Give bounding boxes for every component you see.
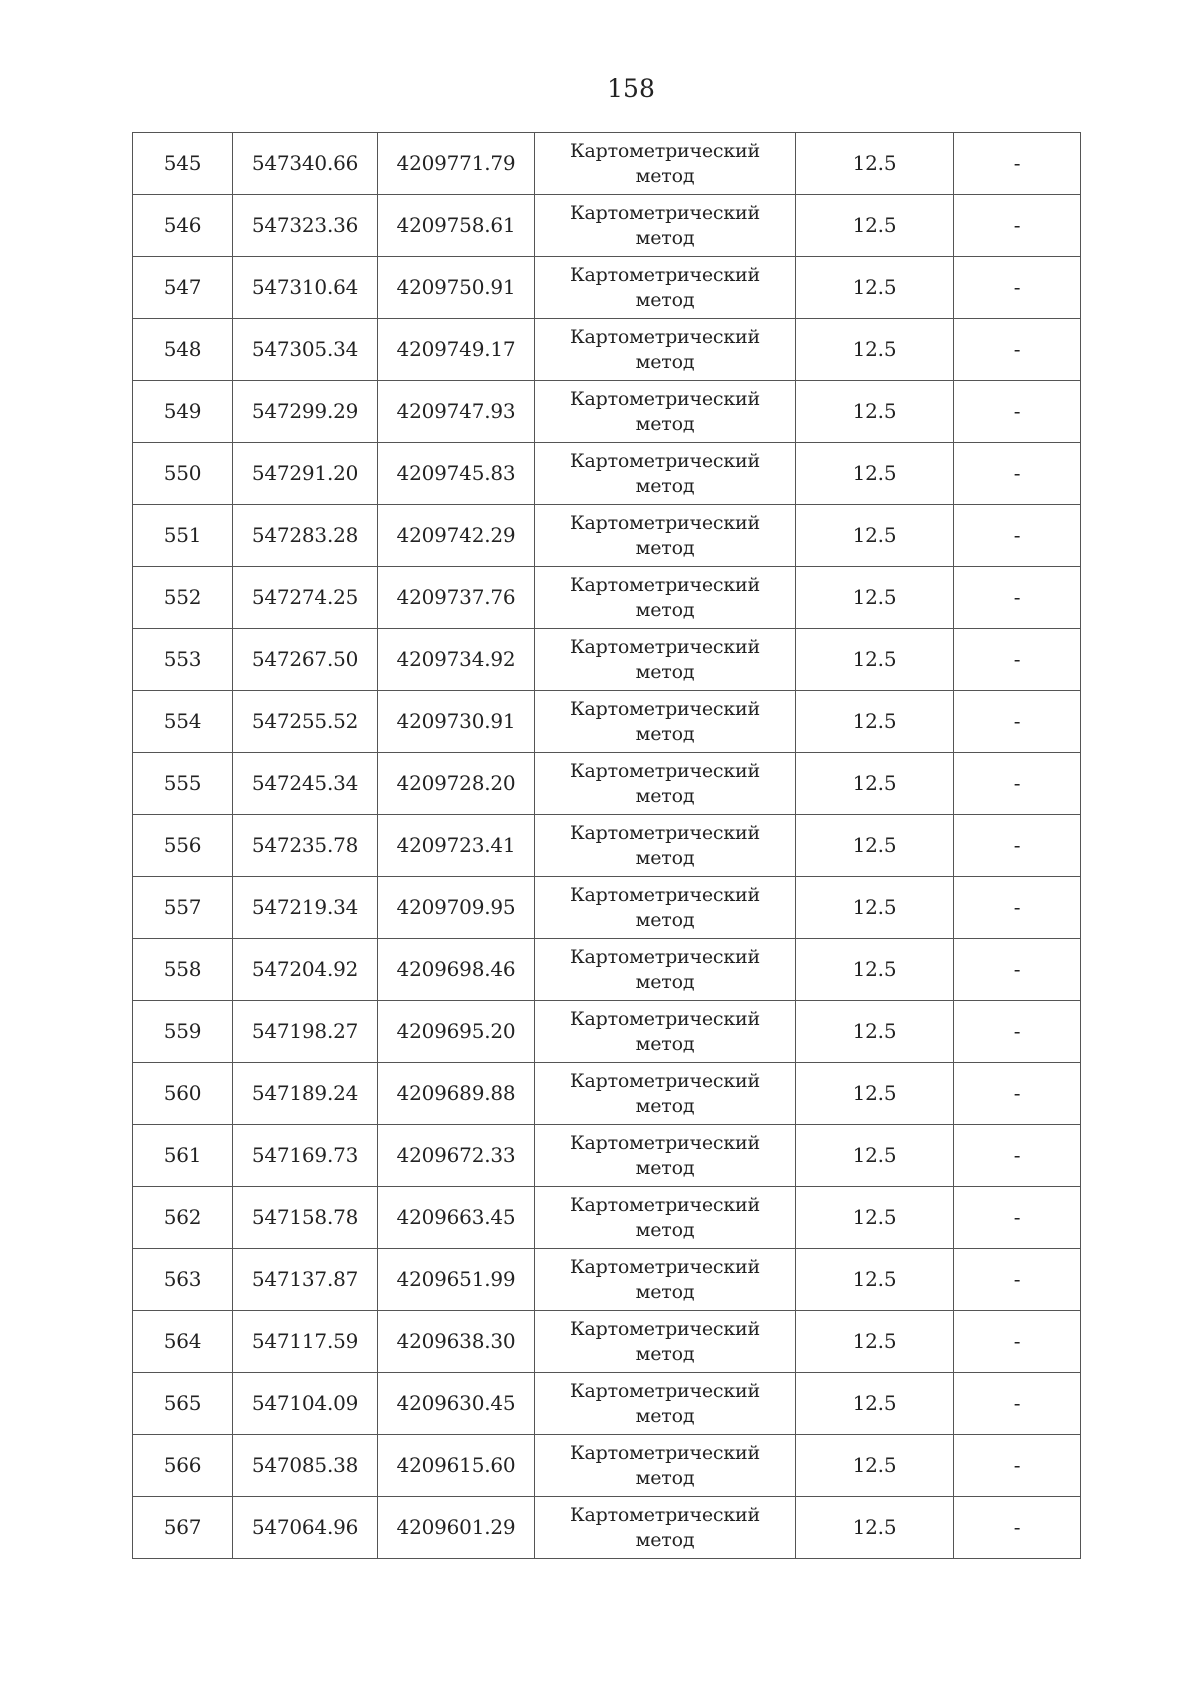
method-cell [535, 1311, 796, 1373]
point-number-cell: 551 [133, 505, 233, 567]
x-coordinate-cell: 547158.78 [233, 1187, 378, 1249]
method-line-2: метод [635, 350, 695, 373]
x-coordinate-cell: 547064.96 [233, 1497, 378, 1559]
method-line-2: метод [635, 846, 695, 869]
y-coordinate-cell: 4209601.29 [378, 1497, 535, 1559]
y-coordinate-cell: 4209651.99 [378, 1249, 535, 1311]
method-line-1: Картометрический [570, 325, 760, 348]
accuracy-cell: 12.5 [796, 257, 954, 319]
point-number-cell: 559 [133, 1001, 233, 1063]
y-coordinate-cell: 4209771.79 [378, 133, 535, 195]
method-line-2: метод [635, 1094, 695, 1117]
y-coordinate-cell: 4209630.45 [378, 1373, 535, 1435]
method-line-2: метод [635, 970, 695, 993]
note-cell: - [954, 939, 1081, 1001]
y-coordinate-cell: 4209689.88 [378, 1063, 535, 1125]
table-row [133, 877, 1081, 939]
method-cell [535, 319, 796, 381]
method-line-2: метод [635, 1032, 695, 1055]
note-cell: - [954, 133, 1081, 195]
note-cell: - [954, 877, 1081, 939]
x-coordinate-cell: 547104.09 [233, 1373, 378, 1435]
method-line-1: Картометрический [570, 883, 760, 906]
method-line-2: метод [635, 288, 695, 311]
point-number-cell: 561 [133, 1125, 233, 1187]
point-number-cell: 549 [133, 381, 233, 443]
x-coordinate-cell: 547235.78 [233, 815, 378, 877]
method-line-1: Картометрический [570, 449, 760, 472]
accuracy-cell: 12.5 [796, 939, 954, 1001]
table-row [133, 443, 1081, 505]
x-coordinate-cell: 547340.66 [233, 133, 378, 195]
note-cell: - [954, 1311, 1081, 1373]
y-coordinate-cell: 4209737.76 [378, 567, 535, 629]
note-cell: - [954, 319, 1081, 381]
y-coordinate-cell: 4209749.17 [378, 319, 535, 381]
method-line-2: метод [635, 474, 695, 497]
method-line-1: Картометрический [570, 1503, 760, 1526]
accuracy-cell: 12.5 [796, 1187, 954, 1249]
accuracy-cell: 12.5 [796, 815, 954, 877]
method-cell [535, 1435, 796, 1497]
note-cell: - [954, 195, 1081, 257]
note-cell: - [954, 1063, 1081, 1125]
accuracy-cell: 12.5 [796, 877, 954, 939]
table-row [133, 1311, 1081, 1373]
y-coordinate-cell: 4209734.92 [378, 629, 535, 691]
note-cell: - [954, 443, 1081, 505]
point-number-cell: 545 [133, 133, 233, 195]
method-line-1: Картометрический [570, 1441, 760, 1464]
method-line-1: Картометрический [570, 573, 760, 596]
note-cell: - [954, 505, 1081, 567]
method-line-2: метод [635, 660, 695, 683]
x-coordinate-cell: 547267.50 [233, 629, 378, 691]
method-cell [535, 1063, 796, 1125]
x-coordinate-cell: 547323.36 [233, 195, 378, 257]
accuracy-cell: 12.5 [796, 629, 954, 691]
method-cell [535, 815, 796, 877]
method-line-1: Картометрический [570, 511, 760, 534]
table-row [133, 753, 1081, 815]
method-line-1: Картометрический [570, 387, 760, 410]
table-row [133, 567, 1081, 629]
x-coordinate-cell: 547137.87 [233, 1249, 378, 1311]
accuracy-cell: 12.5 [796, 505, 954, 567]
table-row [133, 939, 1081, 1001]
x-coordinate-cell: 547169.73 [233, 1125, 378, 1187]
method-line-2: метод [635, 1404, 695, 1427]
method-line-2: метод [635, 164, 695, 187]
table-row [133, 381, 1081, 443]
method-cell [535, 939, 796, 1001]
note-cell: - [954, 1497, 1081, 1559]
note-cell: - [954, 1249, 1081, 1311]
table-row [133, 133, 1081, 195]
method-line-2: метод [635, 1466, 695, 1489]
method-line-1: Картометрический [570, 1069, 760, 1092]
accuracy-cell: 12.5 [796, 1001, 954, 1063]
method-cell [535, 1001, 796, 1063]
x-coordinate-cell: 547291.20 [233, 443, 378, 505]
accuracy-cell: 12.5 [796, 1063, 954, 1125]
y-coordinate-cell: 4209758.61 [378, 195, 535, 257]
note-cell: - [954, 381, 1081, 443]
x-coordinate-cell: 547310.64 [233, 257, 378, 319]
table-row [133, 1001, 1081, 1063]
accuracy-cell: 12.5 [796, 195, 954, 257]
accuracy-cell: 12.5 [796, 567, 954, 629]
note-cell: - [954, 1373, 1081, 1435]
accuracy-cell: 12.5 [796, 1249, 954, 1311]
method-line-1: Картометрический [570, 1131, 760, 1154]
accuracy-cell: 12.5 [796, 691, 954, 753]
point-number-cell: 564 [133, 1311, 233, 1373]
accuracy-cell: 12.5 [796, 1373, 954, 1435]
table-row [133, 629, 1081, 691]
y-coordinate-cell: 4209723.41 [378, 815, 535, 877]
table-row [133, 1497, 1081, 1559]
method-line-2: метод [635, 1280, 695, 1303]
method-line-2: метод [635, 226, 695, 249]
method-cell [535, 1187, 796, 1249]
table-row [133, 257, 1081, 319]
note-cell: - [954, 815, 1081, 877]
table-row [133, 195, 1081, 257]
method-cell [535, 381, 796, 443]
y-coordinate-cell: 4209672.33 [378, 1125, 535, 1187]
table-row [133, 1435, 1081, 1497]
x-coordinate-cell: 547219.34 [233, 877, 378, 939]
y-coordinate-cell: 4209663.45 [378, 1187, 535, 1249]
point-number-cell: 563 [133, 1249, 233, 1311]
y-coordinate-cell: 4209747.93 [378, 381, 535, 443]
x-coordinate-cell: 547283.28 [233, 505, 378, 567]
method-line-1: Картометрический [570, 263, 760, 286]
method-cell [535, 257, 796, 319]
method-line-2: метод [635, 1156, 695, 1179]
y-coordinate-cell: 4209750.91 [378, 257, 535, 319]
method-cell [535, 1125, 796, 1187]
method-line-1: Картометрический [570, 821, 760, 844]
method-cell [535, 1249, 796, 1311]
point-number-cell: 555 [133, 753, 233, 815]
method-cell [535, 1373, 796, 1435]
point-number-cell: 547 [133, 257, 233, 319]
y-coordinate-cell: 4209695.20 [378, 1001, 535, 1063]
table-row [133, 505, 1081, 567]
method-cell [535, 443, 796, 505]
accuracy-cell: 12.5 [796, 753, 954, 815]
y-coordinate-cell: 4209745.83 [378, 443, 535, 505]
point-number-cell: 554 [133, 691, 233, 753]
accuracy-cell: 12.5 [796, 1311, 954, 1373]
y-coordinate-cell: 4209709.95 [378, 877, 535, 939]
x-coordinate-cell: 547305.34 [233, 319, 378, 381]
method-line-1: Картометрический [570, 945, 760, 968]
y-coordinate-cell: 4209728.20 [378, 753, 535, 815]
page-number: 158 [607, 74, 655, 103]
method-line-2: метод [635, 1342, 695, 1365]
x-coordinate-cell: 547299.29 [233, 381, 378, 443]
y-coordinate-cell: 4209742.29 [378, 505, 535, 567]
accuracy-cell: 12.5 [796, 443, 954, 505]
note-cell: - [954, 257, 1081, 319]
table-row [133, 1249, 1081, 1311]
method-cell [535, 877, 796, 939]
accuracy-cell: 12.5 [796, 133, 954, 195]
x-coordinate-cell: 547245.34 [233, 753, 378, 815]
y-coordinate-cell: 4209730.91 [378, 691, 535, 753]
accuracy-cell: 12.5 [796, 1125, 954, 1187]
accuracy-cell: 12.5 [796, 319, 954, 381]
point-number-cell: 557 [133, 877, 233, 939]
accuracy-cell: 12.5 [796, 1435, 954, 1497]
method-cell [535, 505, 796, 567]
method-line-1: Картометрический [570, 759, 760, 782]
y-coordinate-cell: 4209615.60 [378, 1435, 535, 1497]
note-cell: - [954, 753, 1081, 815]
method-line-1: Картометрический [570, 635, 760, 658]
point-number-cell: 562 [133, 1187, 233, 1249]
point-number-cell: 565 [133, 1373, 233, 1435]
method-line-2: метод [635, 412, 695, 435]
method-cell [535, 195, 796, 257]
method-line-2: метод [635, 722, 695, 745]
method-line-1: Картометрический [570, 697, 760, 720]
note-cell: - [954, 567, 1081, 629]
accuracy-cell: 12.5 [796, 381, 954, 443]
y-coordinate-cell: 4209638.30 [378, 1311, 535, 1373]
x-coordinate-cell: 547274.25 [233, 567, 378, 629]
point-number-cell: 566 [133, 1435, 233, 1497]
table-row [133, 1063, 1081, 1125]
point-number-cell: 553 [133, 629, 233, 691]
table-row [133, 815, 1081, 877]
method-line-1: Картометрический [570, 1255, 760, 1278]
method-line-2: метод [635, 536, 695, 559]
note-cell: - [954, 1187, 1081, 1249]
method-line-2: метод [635, 908, 695, 931]
point-number-cell: 556 [133, 815, 233, 877]
x-coordinate-cell: 547117.59 [233, 1311, 378, 1373]
method-line-1: Картометрический [570, 1007, 760, 1030]
table-row [133, 691, 1081, 753]
method-cell [535, 133, 796, 195]
table-row [133, 1373, 1081, 1435]
point-number-cell: 558 [133, 939, 233, 1001]
note-cell: - [954, 1125, 1081, 1187]
method-cell [535, 1497, 796, 1559]
coordinates-table [132, 132, 1081, 1559]
note-cell: - [954, 1001, 1081, 1063]
method-line-1: Картометрический [570, 201, 760, 224]
note-cell: - [954, 691, 1081, 753]
method-line-1: Картометрический [570, 139, 760, 162]
y-coordinate-cell: 4209698.46 [378, 939, 535, 1001]
method-line-2: метод [635, 784, 695, 807]
table-row [133, 1125, 1081, 1187]
x-coordinate-cell: 547204.92 [233, 939, 378, 1001]
method-cell [535, 691, 796, 753]
coordinates-table-body [133, 133, 1081, 1559]
point-number-cell: 546 [133, 195, 233, 257]
note-cell: - [954, 629, 1081, 691]
x-coordinate-cell: 547198.27 [233, 1001, 378, 1063]
x-coordinate-cell: 547085.38 [233, 1435, 378, 1497]
x-coordinate-cell: 547255.52 [233, 691, 378, 753]
method-line-1: Картометрический [570, 1379, 760, 1402]
note-cell: - [954, 1435, 1081, 1497]
method-line-2: метод [635, 1218, 695, 1241]
point-number-cell: 550 [133, 443, 233, 505]
point-number-cell: 552 [133, 567, 233, 629]
point-number-cell: 548 [133, 319, 233, 381]
point-number-cell: 567 [133, 1497, 233, 1559]
method-cell [535, 629, 796, 691]
method-line-1: Картометрический [570, 1193, 760, 1216]
point-number-cell: 560 [133, 1063, 233, 1125]
method-cell [535, 753, 796, 815]
table-row [133, 1187, 1081, 1249]
accuracy-cell: 12.5 [796, 1497, 954, 1559]
method-line-2: метод [635, 1528, 695, 1551]
method-cell [535, 567, 796, 629]
table-row [133, 319, 1081, 381]
method-line-1: Картометрический [570, 1317, 760, 1340]
method-line-2: метод [635, 598, 695, 621]
x-coordinate-cell: 547189.24 [233, 1063, 378, 1125]
